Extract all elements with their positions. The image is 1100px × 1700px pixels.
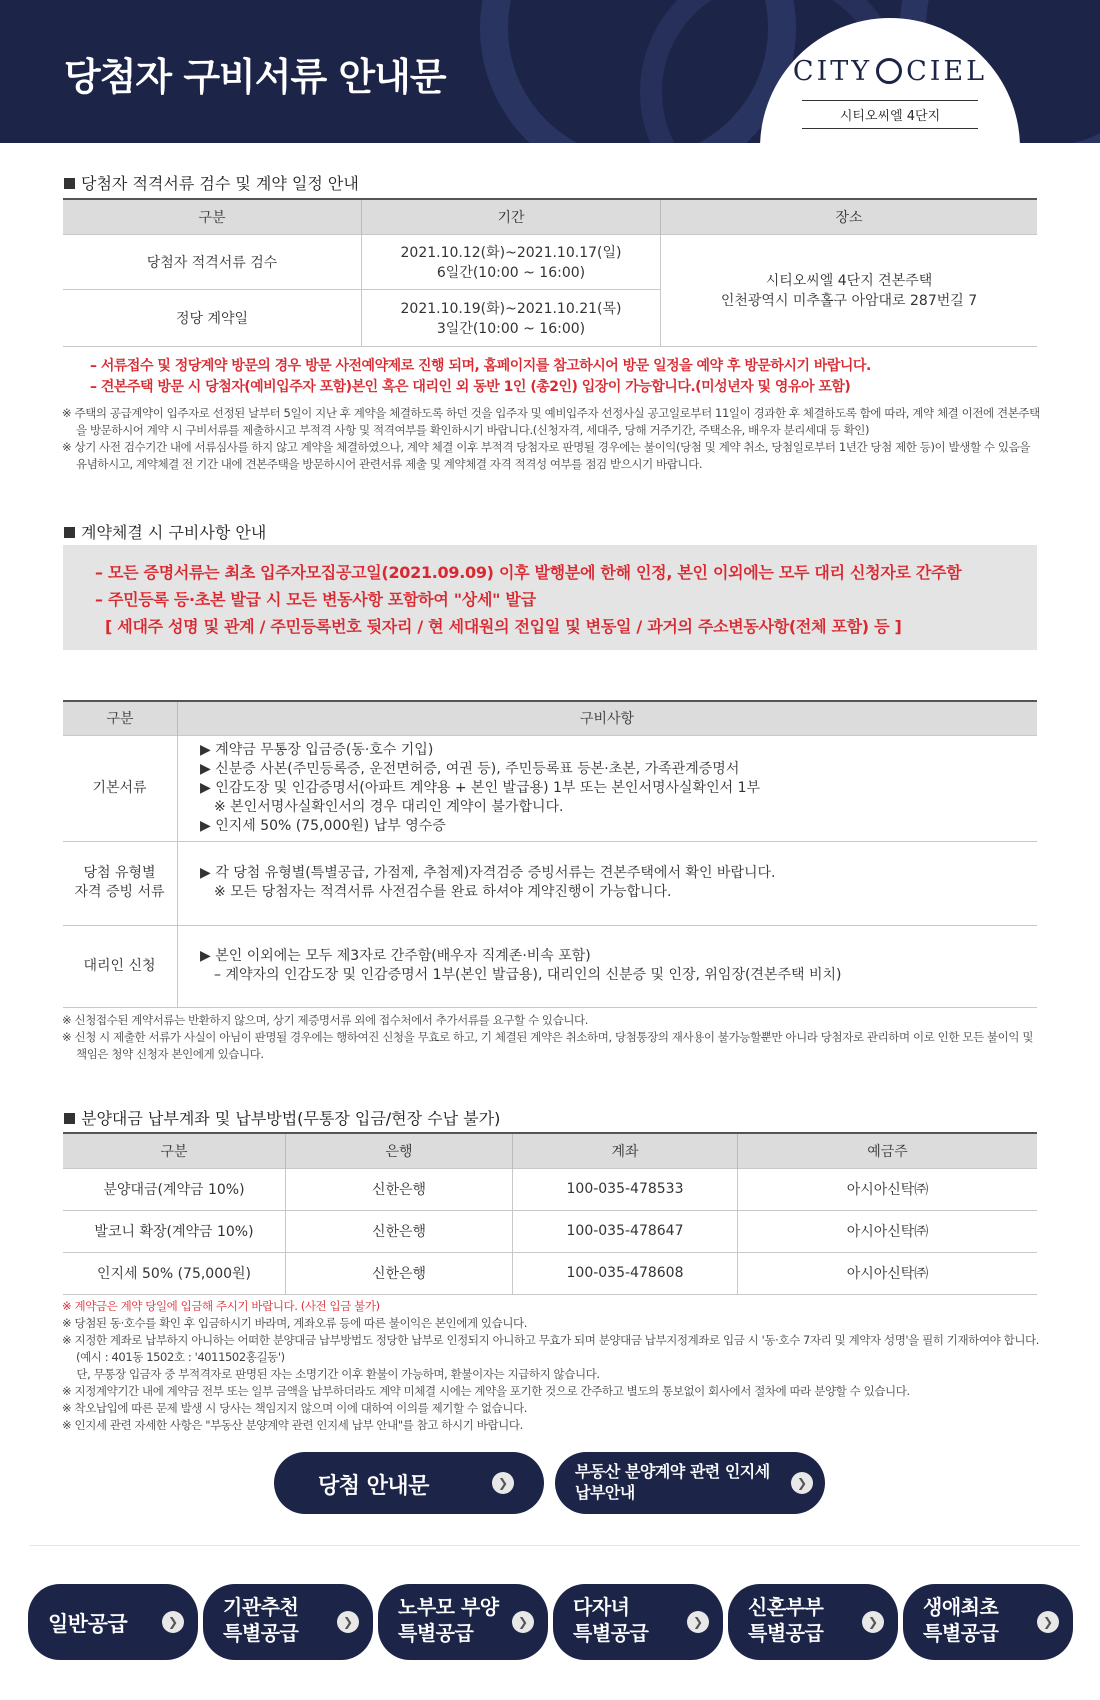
button-label: 당첨 안내문: [318, 1474, 429, 1499]
docs-item: ▶ 인지세 50% (75,000원) 납부 영수증: [200, 817, 446, 834]
note-item: ※ 당첨된 동·호수를 확인 후 입금하시기 바라며, 계좌오류 등에 따른 불이익은 본인에게 있습니다.: [62, 1316, 528, 1330]
button-label-line: 신혼부부: [748, 1595, 824, 1619]
note-item: ※ 신청접수된 계약서류는 반환하지 않으며, 상기 제증명서류 외에 접수처에서 추가서류를 요구할 수 있습니다.: [62, 1013, 589, 1027]
page-title: 당첨자 구비서류 안내문: [64, 55, 446, 99]
docs-item: – 계약자의 인감도장 및 인감증명서 1부(본인 발급용), 대리인의 신분증 및 인장, 위임장(견본주택 비치): [200, 967, 842, 983]
period-dates: 2021.10.19(화)~2021.10.21(목): [400, 300, 622, 317]
note-item: ※ 인지세 관련 자세한 사항은 "부동산 분양계약 관련 인지세 납부 안내"를 참고 하시기 바랍니다.: [62, 1418, 523, 1432]
brand-right-text: CIEL: [906, 56, 988, 87]
square-bullet-icon: [64, 178, 75, 189]
chevron-right-circle-icon: ❯: [337, 1611, 359, 1633]
section2-notes: [62, 1012, 1040, 1063]
table-header: 구비사항: [178, 701, 1038, 735]
docs-item: ▶ 인감도장 및 인감증명서(아파트 계약용 + 본인 발급용) 1부 또는 본인서명사실확인서 1부: [200, 779, 761, 796]
table-row: [63, 925, 1037, 1007]
note-item: ※ 착오납입에 따른 문제 발생 시 당사는 책임지지 않으며 이에 대하여 이의를 제기할 수 없습니다.: [62, 1401, 528, 1415]
chevron-right-circle-icon: ❯: [791, 1472, 813, 1494]
docs-item: ※ 본인서명사실확인서의 경우 대리인 계약이 불가합니다.: [200, 798, 564, 815]
table-row: [63, 841, 1037, 925]
button-label: [748, 1594, 823, 1646]
payment-type: 발코니 확장(계약금 10%): [63, 1210, 286, 1252]
general-supply-button[interactable]: [28, 1584, 198, 1660]
institution-special-supply-button[interactable]: [203, 1584, 373, 1660]
newlywed-special-supply-button[interactable]: [728, 1584, 898, 1660]
payment-type: 인지세 50% (75,000원): [63, 1252, 286, 1294]
section1-notes: [62, 405, 1040, 473]
table-row: [63, 1252, 1037, 1294]
docs-item: ▶ 신분증 사본(주민등록증, 운전면허증, 여권 등), 주민등록표 등본·초본, 가족관계증명서: [200, 760, 740, 777]
account-number: 100-035-478533: [513, 1168, 738, 1210]
logo-ring-icon: [876, 58, 902, 84]
button-label-line: 특별공급: [748, 1621, 824, 1645]
account-holder: 아시아신탁㈜: [738, 1168, 1038, 1210]
schedule-label: 당첨자 적격서류 검수: [63, 234, 362, 289]
account-holder: 아시아신탁㈜: [738, 1210, 1038, 1252]
docs-category: 대리인 신청: [63, 925, 178, 1007]
brand-subtitle: 시티오씨엘 4단지: [802, 100, 978, 129]
docs-item: ▶ 계약금 무통장 입금증(동·호수 기입): [200, 741, 434, 758]
square-bullet-icon: [64, 1113, 75, 1124]
deposit-warning: ※ 계약금은 계약 당일에 입금해 주시기 바랍니다. (사전 입금 불가): [62, 1299, 380, 1313]
button-label: [223, 1594, 298, 1646]
table-row: [63, 1168, 1037, 1210]
button-label-line: 특별공급: [223, 1621, 299, 1645]
button-label-line: 특별공급: [573, 1621, 649, 1645]
docs-item: ※ 모든 당첨자는 적격서류 사전검수를 완료 하셔야 계약진행이 가능합니다.: [200, 884, 672, 900]
section3-title-text: 분양대금 납부계좌 및 납부방법(무통장 입금/현장 수납 불가): [81, 1109, 501, 1128]
button-label-line: 생애최초: [923, 1595, 999, 1619]
docs-list: [178, 841, 1038, 925]
button-label: [923, 1594, 998, 1646]
note-item: 단, 무통장 입금자 중 부적격자로 판명된 자는 소명기간 이후 환불이 가능하며, 환불이자는 지급하지 않습니다.: [62, 1367, 600, 1381]
button-label: [573, 1594, 648, 1646]
section2-title: [64, 520, 266, 543]
elderly-support-special-supply-button[interactable]: [378, 1584, 548, 1660]
section3-notes: [62, 1298, 1040, 1434]
schedule-table: [63, 198, 1037, 347]
chevron-right-circle-icon: ❯: [862, 1611, 884, 1633]
docs-item: ▶ 본인 이외에는 모두 제3자로 간주함(배우자 직계존·비속 포함): [200, 948, 591, 964]
table-header: 예금주: [738, 1133, 1038, 1168]
payment-account-table: [63, 1132, 1037, 1295]
notice-line: – 주민등록 등·초본 발급 시 모든 변동사항 포함하여 "상세" 발급: [95, 590, 536, 609]
table-header: 구분: [63, 199, 362, 234]
notice-line: – 모든 증명서류는 최초 입주자모집공고일(2021.09.09) 이후 발행분에 한해 인정, 본인 이외에는 모두 대리 신청자로 간주함: [95, 563, 962, 582]
button-label-line: 기관추천: [223, 1595, 299, 1619]
button-label-line: 납부안내: [575, 1483, 635, 1502]
account-number: 100-035-478647: [513, 1210, 738, 1252]
docs-category-line: 자격 증빙 서류: [74, 884, 165, 900]
schedule-label: 정당 계약일: [63, 289, 362, 346]
required-docs-table: [63, 700, 1037, 1008]
button-label-line: 특별공급: [923, 1621, 999, 1645]
button-label: [398, 1594, 499, 1646]
note-item: ※ 지정한 계좌로 납부하지 아니하는 어떠한 분양대금 납부방법도 정당한 납부로 인정되지 아니하고 무효가 되며 분양대금 납부지정계좌로 입금 시 '동·호수 7자리 및 계약자 성명'을 필히 기재하여야 합니다. (예시 : 401동 1502호 : '4011502홍길동'): [62, 1333, 1039, 1364]
brand-left-text: CITY: [792, 56, 873, 87]
bank-name: 신한은행: [286, 1252, 513, 1294]
stamp-tax-guide-button[interactable]: [555, 1452, 825, 1514]
place-address: 인천광역시 미추홀구 아암대로 287번길 7: [720, 293, 978, 309]
schedule-place: [661, 234, 1038, 346]
winner-guide-button[interactable]: [274, 1452, 544, 1514]
note-item: ※ 주택의 공급계약이 입주자로 선정된 날부터 5일이 지난 후 계약을 체결하도록 하던 것을 입주자 및 예비입주자 선정사실 공고일로부터 11일이 경과한 후 체결하도록 함에 따라, 계약 체결 이전에 견본주택을 방문하시어 계약 시 구비서류를 제출하시고 부적격 사항 및 적격여부를 확인하시기 바랍니다.(신청자격, 세대주, 당해 거주기간, 주택소유, 배우자 분리세대 등 확인): [62, 406, 1040, 437]
button-label-line: 특별공급: [398, 1621, 474, 1645]
first-time-buyer-special-supply-button[interactable]: [903, 1584, 1073, 1660]
table-row: [63, 735, 1037, 841]
note-item: ※ 상기 사전 검수기간 내에 서류심사를 하지 않고 계약을 체결하였으나, 계약 체결 이후 부적격 당첨자로 판명될 경우에는 불이익(당첨 및 계약 취소, 당첨일로부터 1년간 당첨 제한 등)이 발생할 수 있음을 유념하시고, 계약체결 전 기간 내에 견본주택을 방문하시어 관련서류 제출 및 계약체결 자격 적격성 여부를 점검 받으시기 바랍니다.: [62, 440, 1030, 471]
period-dates: 2021.10.12(화)~2021.10.17(일): [400, 244, 622, 261]
button-label: 일반공급: [48, 1612, 128, 1636]
table-row: [63, 1210, 1037, 1252]
account-number: 100-035-478608: [513, 1252, 738, 1294]
notice-line: [ 세대주 성명 및 관계 / 주민등록번호 뒷자리 / 현 세대원의 전입일 및 변동일 / 과거의 주소변동사항(전체 포함) 등 ]: [105, 617, 902, 636]
important-notice-box: [63, 545, 1037, 650]
page-header: [0, 0, 1100, 143]
multi-child-special-supply-button[interactable]: [553, 1584, 723, 1660]
bank-name: 신한은행: [286, 1168, 513, 1210]
button-label-line: 다자녀: [573, 1595, 630, 1619]
chevron-right-circle-icon: ❯: [492, 1472, 514, 1494]
docs-category: [63, 841, 178, 925]
square-bullet-icon: [64, 527, 75, 538]
chevron-right-circle-icon: ❯: [1037, 1611, 1059, 1633]
brand-wordmark: [760, 56, 1020, 87]
docs-list: [178, 735, 1038, 841]
table-header: 구분: [63, 701, 178, 735]
bank-name: 신한은행: [286, 1210, 513, 1252]
chevron-right-circle-icon: ❯: [512, 1611, 534, 1633]
section3-title: [64, 1106, 500, 1129]
table-header: 구분: [63, 1133, 286, 1168]
note-item: ※ 지정계약기간 내에 계약금 전부 또는 일부 금액을 납부하더라도 계약 미체결 시에는 계약을 포기한 것으로 간주하고 별도의 통보없이 회사에서 절차에 따라 분양할 수 있습니다.: [62, 1384, 910, 1398]
button-label-line: 노부모 부양: [398, 1595, 499, 1619]
schedule-period: [362, 234, 661, 289]
docs-category: 기본서류: [63, 735, 178, 841]
section1-title-text: 당첨자 적격서류 검수 및 계약 일정 안내: [81, 174, 359, 193]
table-header: 계좌: [513, 1133, 738, 1168]
place-name: 시티오씨엘 4단지 견본주택: [765, 273, 933, 289]
table-header: 장소: [661, 199, 1038, 234]
schedule-period: [362, 289, 661, 346]
note-item: ※ 신청 시 제출한 서류가 사실이 아님이 판명될 경우에는 행하여진 신청을 무효로 하고, 기 체결된 계약은 취소하며, 당첨통장의 재사용이 불가능할뿐만 아니라 당첨자로 관리하며 이로 인한 모든 불이익 및 책임은 청약 신청자 본인에게 있습니다.: [62, 1030, 1034, 1061]
reservation-notice: – 서류접수 및 정당계약 방문의 경우 방문 사전예약제로 진행 되며, 홈페이지를 참고하시어 방문 일정을 예약 후 방문하시기 바랍니다.: [90, 358, 871, 374]
account-holder: 아시아신탁㈜: [738, 1252, 1038, 1294]
button-label-line: 부동산 분양계약 관련 인지세: [575, 1462, 770, 1481]
section2-title-text: 계약체결 시 구비사항 안내: [81, 523, 267, 542]
companion-notice: – 견본주택 방문 시 당첨자(예비입주자 포함)본인 혹은 대리인 외 동반 1인 (총2인) 입장이 가능합니다.(미성년자 및 영유아 포함): [90, 379, 851, 395]
period-hours: 6일간(10:00 ~ 16:00): [436, 264, 586, 281]
divider: [30, 1545, 1080, 1546]
docs-item: ▶ 각 당첨 유형별(특별공급, 가점제, 추첨제)자격검증 증빙서류는 견본주택에서 확인 바랍니다.: [200, 865, 776, 881]
section1-title: [64, 171, 359, 194]
period-hours: 3일간(10:00 ~ 16:00): [436, 320, 586, 337]
table-header: 기간: [362, 199, 661, 234]
docs-list: [178, 925, 1038, 1007]
chevron-right-circle-icon: ❯: [162, 1611, 184, 1633]
chevron-right-circle-icon: ❯: [687, 1611, 709, 1633]
docs-category-line: 당첨 유형별: [83, 865, 156, 881]
payment-type: 분양대금(계약금 10%): [63, 1168, 286, 1210]
table-header: 은행: [286, 1133, 513, 1168]
button-label: [575, 1461, 770, 1503]
table-row: [63, 234, 1037, 289]
